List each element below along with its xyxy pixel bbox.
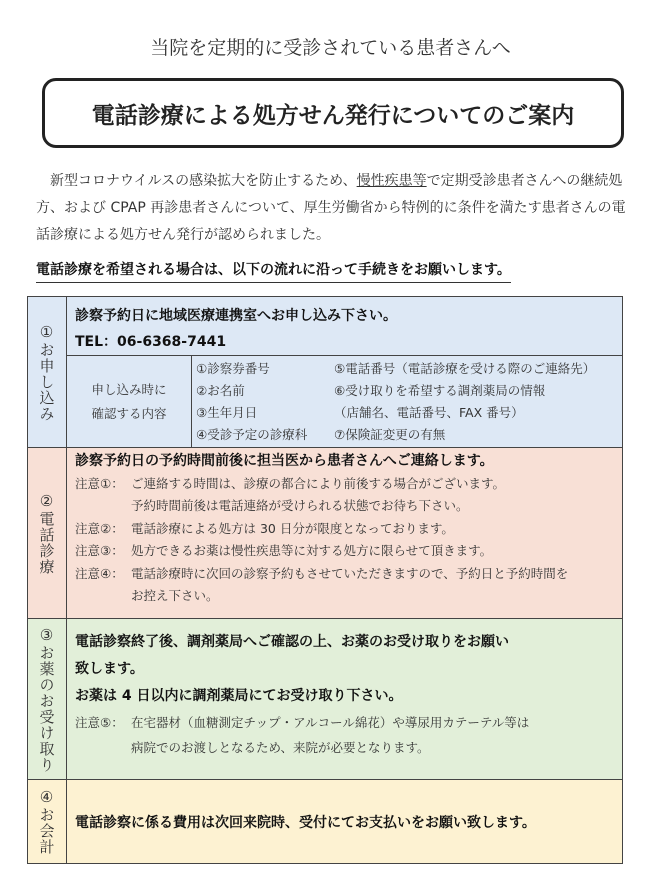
note-row (75, 563, 614, 586)
note-text: 在宅器材（血糖測定チップ・アルコール綿花）や導尿用カテーテル等は (131, 715, 530, 730)
page-subtitle: 当院を定期的に受診されている患者さんへ (150, 37, 511, 59)
confirm-item: （店舗名、電話番号、FAX 番号） (334, 404, 524, 420)
step-label-phone (28, 448, 67, 618)
step-content-pickup (67, 619, 622, 779)
note-text: 病院でのお渡しとなるため、来院が必要となります。 (131, 740, 430, 755)
note-key (75, 735, 131, 760)
step-label-application (28, 297, 67, 447)
page-title: 電話診療による処方せん発行についてのご案内 (42, 78, 624, 148)
note-text: 電話診療による処方は 30 日分が限度となっております。 (131, 520, 454, 536)
note-key (75, 495, 131, 518)
note-text: 予約時間前後は電話連絡が受けられる状態でお待ち下さい。 (131, 498, 469, 513)
request-heading: 電話診療を希望される場合は、以下の流れに沿って手続きをお願いします。 (36, 259, 511, 283)
payment-lead: 電話診察に係る費用は次回来院時、受付にてお支払いをお願い致します。 (75, 814, 536, 831)
note-row (75, 735, 614, 760)
step-content-application (67, 297, 622, 447)
step-label-text: ④お会計 (37, 788, 56, 855)
note-row (75, 540, 614, 563)
step-label-text: ③お薬のお受け取り (37, 625, 56, 773)
intro-underlined: 慢性疾患等 (356, 173, 427, 189)
confirm-item: ⑥受け取りを希望する調剤薬局の情報 (334, 382, 546, 398)
confirm-label-line2: 確認する内容 (91, 405, 167, 421)
step-content-payment (67, 780, 622, 863)
note-row (75, 495, 614, 518)
note-text: 処方できるお薬は慢性疾患等に対する処方に限らせて頂きます。 (131, 543, 493, 558)
procedure-table (27, 296, 623, 864)
pickup-lead-1: 電話診察終了後、調剤薬局へご確認の上、お薬のお受け取りをお願い (75, 634, 509, 650)
note-row (75, 710, 614, 735)
note-key: 注意⑤： (75, 715, 124, 730)
confirm-item: ⑦保険証変更の有無 (334, 426, 446, 442)
intro-paragraph (36, 168, 630, 249)
note-key: 注意①： (75, 475, 124, 491)
step-content-phone (67, 448, 622, 618)
step-label-payment (28, 780, 67, 863)
confirm-label (67, 356, 192, 447)
confirm-item: ①診察券番号 (196, 360, 270, 376)
note-row (75, 585, 614, 608)
confirm-section (67, 355, 622, 447)
step-label-text: ②電話診療 (37, 491, 56, 575)
confirm-items (192, 356, 622, 447)
note-text: お控え下さい。 (131, 588, 219, 603)
confirm-item: ②お名前 (196, 382, 245, 398)
phone-number: TEL：06-6368-7441 (75, 334, 227, 350)
step-payment (28, 780, 622, 863)
note-row (75, 518, 614, 541)
intro-text-1: 新型コロナウイルスの感染拡大を防止するため、 (50, 173, 357, 189)
step-phone-consultation (28, 448, 622, 619)
confirm-label-line1: 申し込み時に (91, 381, 167, 397)
note-text: 電話診療時に次回の診察予約もさせていただきますので、予約日と予約時間を (131, 565, 569, 581)
note-text: ご連絡する時間は、診療の都合により前後する場合がございます。 (131, 475, 506, 491)
confirm-item: ③生年月日 (196, 404, 258, 420)
confirm-item: ④受診予定の診療科 (196, 426, 308, 442)
pickup-lead-3: お薬は 4 日以内に調剤薬局にてお受け取り下さい。 (75, 688, 403, 704)
pickup-lead-2: 致します。 (75, 661, 144, 677)
note-key: 注意③： (75, 543, 124, 558)
note-key: 注意④： (75, 565, 124, 581)
step-label-text: ①お申し込み (37, 322, 56, 422)
step-label-pickup (28, 619, 67, 779)
application-instruction (67, 297, 622, 355)
phone-lead: 診察予約日の予約時間前後に担当医から患者さんへご連絡します。 (75, 453, 494, 469)
note-key (75, 585, 131, 608)
intro-text-2: で定期受診患者さんへの継続処方、および CPAP 再診患者さんについて、厚生労働省から特例的に条件を満たす患者さんの電話診療による処方せん発行が認められました。 (36, 173, 626, 243)
application-line: 診察予約日に地域医療連携室へお申し込み下さい。 (75, 308, 397, 324)
step-medicine-pickup (28, 619, 622, 780)
note-row (75, 473, 614, 496)
note-key: 注意②： (75, 520, 124, 536)
confirm-item: ⑤電話番号（電話診療を受ける際のご連絡先） (334, 360, 596, 376)
step-application (28, 297, 622, 448)
